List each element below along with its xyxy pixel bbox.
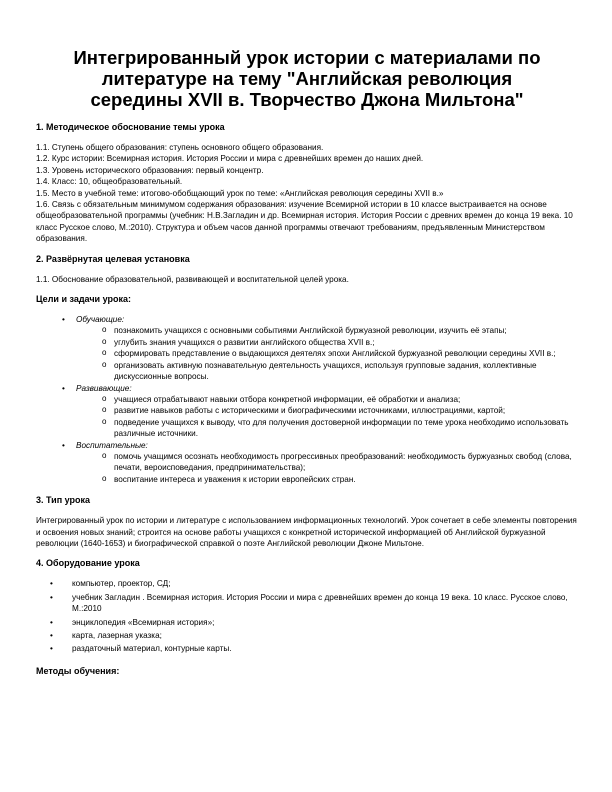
goal-item: o развитие навыков работы с историческими и биографическими источниками, иллюстрациями, картой;	[102, 405, 578, 416]
goal-item: o воспитание интереса и уважения к истории европейских стран.	[102, 474, 578, 485]
section-heading-goal-setting: 2. Развёрнутая целевая установка	[36, 253, 190, 264]
goal-item: o углубить знания учащихся о развитии английского общества XVII в.;	[102, 337, 578, 348]
section-methodology	[36, 142, 578, 245]
equipment-item: • учебник Загладин . Всемирная история. История России и мира с древнейших времен до конца 19 века. 10 класс. Русское слово, М.:2010	[50, 592, 578, 615]
goal-sublist	[76, 451, 578, 485]
goal-sublist	[76, 325, 578, 382]
title-line: Интегрированный урок истории с материалами по	[73, 47, 541, 68]
methods-heading: Методы обучения:	[36, 665, 120, 676]
goal-item: o познакомить учащихся с основными событиями Английской буржуазной революции, изучить её этапы;	[102, 325, 578, 336]
methodology-item: 1.2. Курс истории: Всемирная история. История России и мира с древнейших времен до наших дней.	[36, 154, 424, 164]
goal-group-label: Развивающие:	[76, 383, 132, 393]
equipment-item: • карта, лазерная указка;	[50, 630, 578, 641]
goal-item: o подведение учащихся к выводу, что для получения достоверной информации по теме урока необходимо использовать различные источники.	[102, 417, 578, 440]
goal-sublist	[76, 394, 578, 440]
goal-group-label: Обучающие:	[76, 315, 125, 325]
goal-group	[62, 383, 578, 440]
methodology-item: 1.5. Место в учебной теме: итогово-обобщающий урок по теме: «Английская революция середины XVII в.»	[36, 188, 444, 198]
section-heading-methodology: 1. Методическое обоснование темы урока	[36, 122, 225, 132]
goals-heading: Цели и задачи урока:	[36, 294, 131, 305]
methodology-item: 1.3. Уровень исторического образования: первый концентр.	[36, 165, 264, 175]
title-line: середины XVII в. Творчество Джона Мильтона"	[90, 89, 524, 110]
title-line: литературе на тему "Английская революция	[101, 68, 513, 89]
goal-item: o учащиеся отрабатывают навыки отбора конкретной информации, её обработки и анализа;	[102, 394, 578, 405]
methodology-item: 1.6. Связь с обязательным минимумом содержания образования: изучение Всемирной истории в 10 классе выстраивается на основе общеобразовательной программы (учебник: Н.В.Загладин и др. Всемирная история. История России с древних времен до конца 19 века. 10 класс Русское слово, М.:2010). Структура и объем часов данной программы отвечают требованиям, предъявленным Министерством образования.	[36, 200, 573, 244]
section-heading-lesson-type: 3. Тип урока	[36, 495, 91, 506]
goal-group	[62, 314, 578, 382]
equipment-item: • раздаточный материал, контурные карты.	[50, 643, 578, 654]
goals-list	[36, 314, 578, 485]
goal-group	[62, 440, 578, 486]
goal-item: o организовать активную познавательную деятельность учащихся, используя групповые задания, коллективные дискуссионные вопросы.	[102, 360, 578, 383]
goal-item: o помочь учащимся осознать необходимость прогрессивных преобразований: необходимость буржуазных свобод (слова, печати, вероисповедания, предпринимательства);	[102, 451, 578, 474]
equipment-list	[36, 578, 578, 654]
equipment-item: • компьютер, проектор, СД;	[50, 578, 578, 589]
document-title	[36, 47, 578, 110]
goal-item: o сформировать представление о выдающихся деятелях эпохи Английской буржуазной революции середины XVII в.;	[102, 348, 578, 359]
section-heading-equipment: 4. Оборудование урока	[36, 558, 140, 569]
goal-setting-text: 1.1. Обоснование образовательной, развивающей и воспитательной целей урока.	[36, 274, 349, 284]
goal-group-label: Воспитательные:	[76, 440, 148, 450]
lesson-type-text: Интегрированный урок по истории и литературе с использованием информационных технологий. Урок сочетает в себе элементы повторения и освоения новых знаний; строится на основе работы учащихся с конкретной исторической информацией об Английской буржуазной революции (1640-1653) и биографической справкой о поэте Английской революции Джоне Мильтоне.	[36, 516, 577, 548]
methodology-item: 1.4. Класс: 10, общеобразовательный.	[36, 177, 183, 187]
equipment-item: • энциклопедия «Всемирная история»;	[50, 617, 578, 628]
methodology-item: 1.1. Ступень общего образования: ступень основного общего образования.	[36, 143, 324, 152]
